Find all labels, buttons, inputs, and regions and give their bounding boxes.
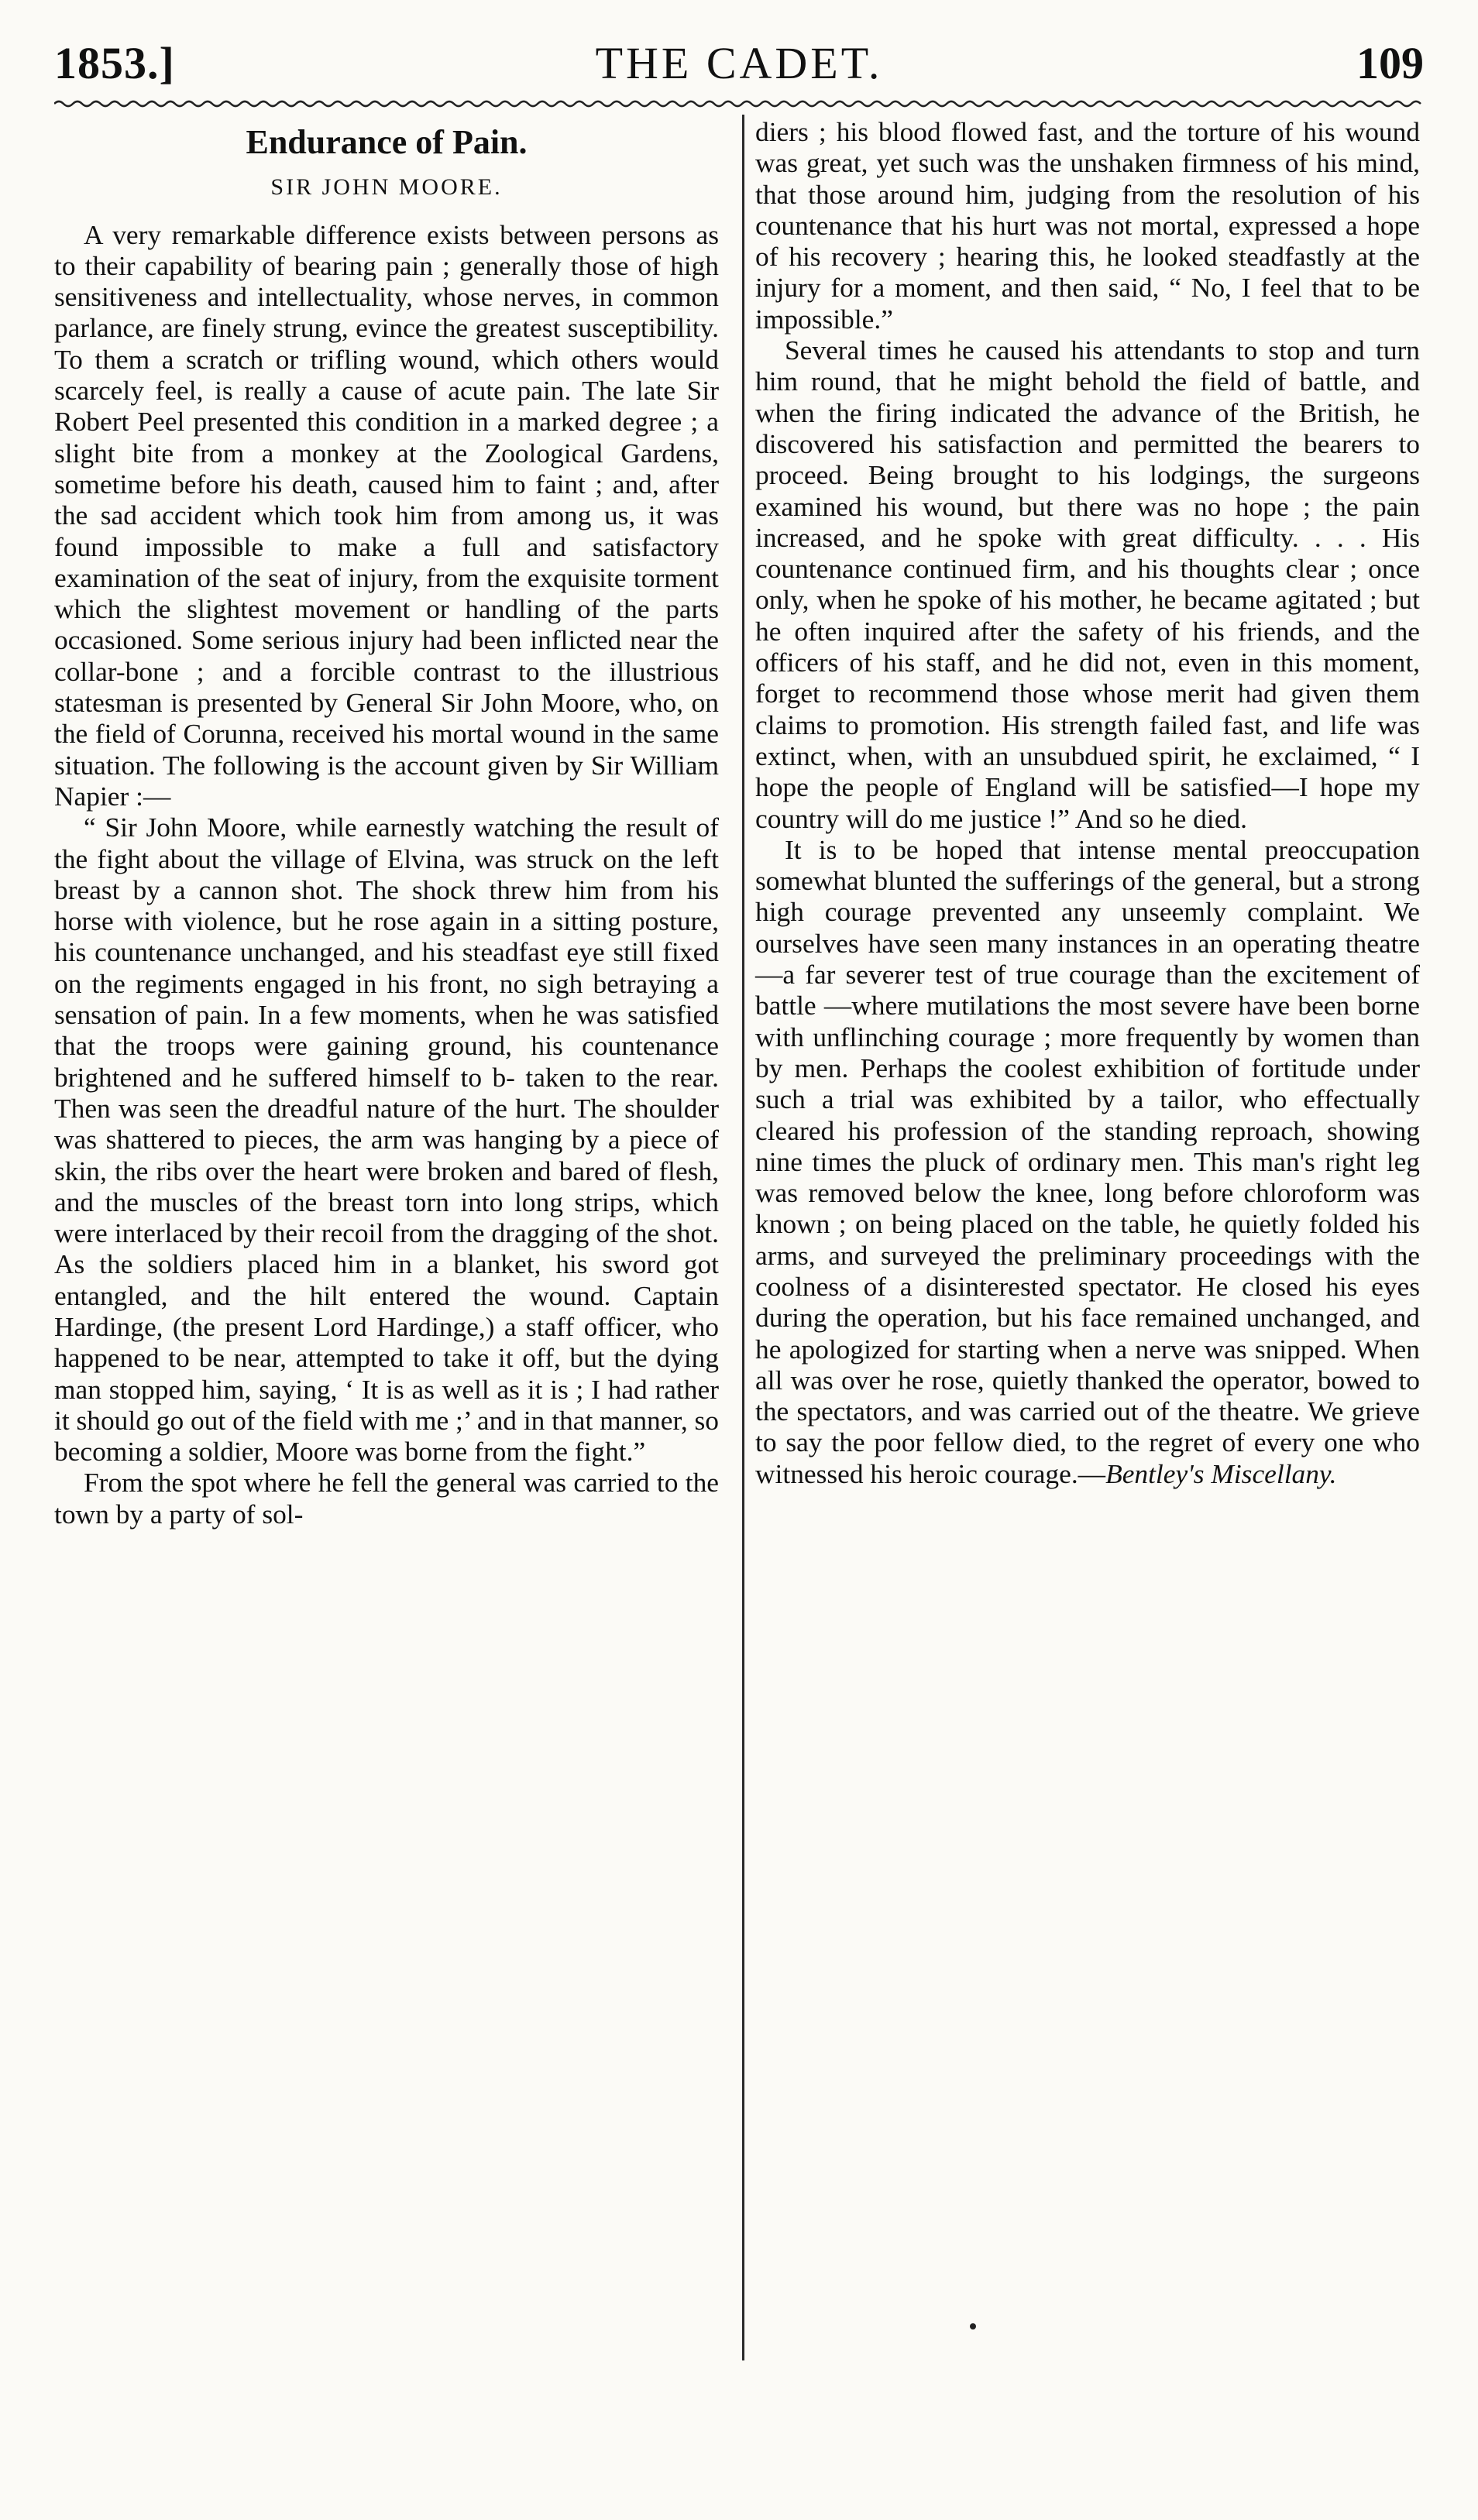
column-divider [742,115,744,2360]
paragraph-operating-theatre [755,834,1420,1489]
header-year: 1853.] [54,38,175,88]
page-header [54,29,1424,91]
right-column [755,116,1420,1489]
running-title: THE CADET. [595,38,883,88]
paragraph-carried: From the spot where he fell the general was carried to the town by a party of sol- [54,1467,719,1530]
print-speck [970,2323,976,2329]
page-number: 109 [1356,38,1424,88]
article-title: Endurance of Pain. [246,123,528,161]
left-column [54,116,719,1530]
source-citation: Bentley's Miscellany. [1105,1457,1337,1489]
paragraph-final-moments: Several times he caused his attendants to stop and turn him round, that he might behold the field of battle, and when the firing indicated the advance of the British, he discovered his satisfaction and permitted the bearers to proceed. Being brought to his lodgings, the surgeons examined his wound, but there was no hope ; the pain increased, and he spoke with great difficulty. . . . His countenance continued firm, and his thoughts clear ; once only, when he spoke of his mother, he became agitated ; but he often inquired after the safety of his friends, and the officers of his staff, and he did not, even in this moment, forget to recommend those whose merit had given them claims to promotion. His strength failed fast, and life was extinct, when, with an unsubdued spirit, he exclaimed, “ I hope the people of England will be satisfied—I hope my country will do me justice !” And so he died. [755,335,1420,834]
paragraph-napier-quote: “ Sir John Moore, while earnestly watching the result of the fight about the village of Elvina, was struck on the left breast by a cannon shot. The shock threw him from his horse with violence, but he rose again in a sitting posture, his countenance unchanged, and his steadfast eye still fixed on the regiments engaged in his front, no sigh betraying a sensation of pain. In a few moments, when he was satisfied that the troops were gaining ground, his countenance brightened and he suffered himself to b‑ taken to the rear. Then was seen the dreadful nature of the hurt. The shoulder was shattered to pieces, the arm was hanging by a piece of skin, the ribs over the heart were broken and bared of flesh, and the muscles of the breast torn into long strips, which were interlaced by their recoil from the dragging of the shot. As the soldiers placed him in a blanket, his sword got entangled, and the hilt entered the wound. Captain Hardinge, (the present Lord Hardinge,) a staff officer, who happened to be near, attempted to take it off, but the dying man stopped him, saying, ‘ It is as well as it is ; I had rather it should go out of the field with me ;’ and in that manner, so becoming a soldier, Moore was borne from the fight.” [54,812,719,1468]
paragraph-continued: diers ; his blood flowed fast, and the torture of his wound was great, yet such was the unshaken firmness of his mind, that those around him, judging from the resolution of his countenance that his hurt was not mortal, expressed a hope of his recovery ; hearing this, he looked steadfastly at the injury for a moment, and then said, “ No, I feel that to be impossible.” [755,116,1420,335]
paragraph-intro: A very remarkable difference exists between persons as to their capability of bearing pain ; generally those of high sensitiveness and intellectuality, whose nerves, in common parlance, are finely strung, evince the greatest susceptibility. To them a scratch or trifling wound, which others would scarcely feel, is really a cause of acute pain. The late Sir Robert Peel presented this condition in a marked degree ; a slight bite from a monkey at the Zoological Gardens, sometime before his death, caused him to faint ; and, after the sad accident which took him from among us, it was found impossible to make a full and satisfactory examination of the seat of injury, from the exquisite torment which the slightest movement or handling of the parts occasioned. Some serious injury had been inflicted near the collar-bone ; and a forcible contrast to the illustrious statesman is presented by General Sir John Moore, who, on the field of Corunna, received his mortal wound in the same situation. The following is the account given by Sir William Napier :— [54,218,719,812]
wavy-rule [54,99,1424,108]
paragraph-operating-theatre-text: It is to be hoped that intense mental preoccupation somewhat blunted the sufferings of the general, but a strong high courage prevented any unseemly complaint. We ourselves have seen many instances in an operating theatre—a far severer test of true courage than the excitement of battle —where mutilations the most severe have been borne with unflinching courage ; more frequently by women than by men. Perhaps the coolest exhibition of fortitude under such a trial was exhibited by a tailor, who effectually cleared his profession of the standing reproach, showing nine times the pluck of ordinary men. This man's right leg was removed below the knee, long before chloroform was known ; on being placed on the table, he quietly folded his arms, and surveyed the preliminary proceedings with the coolness of a disinterested spectator. He closed his eyes during the operation, but his face remained unchanged, and he apologized for starting when a nerve was snipped. When all was over he rose, quietly thanked the operator, bowed to the spectators, and was carried out of the theatre. We grieve to say the poor fellow died, to the regret of every one who witnessed his heroic courage.— [755,833,1420,1489]
article-author: SIR JOHN MOORE. [270,174,503,201]
